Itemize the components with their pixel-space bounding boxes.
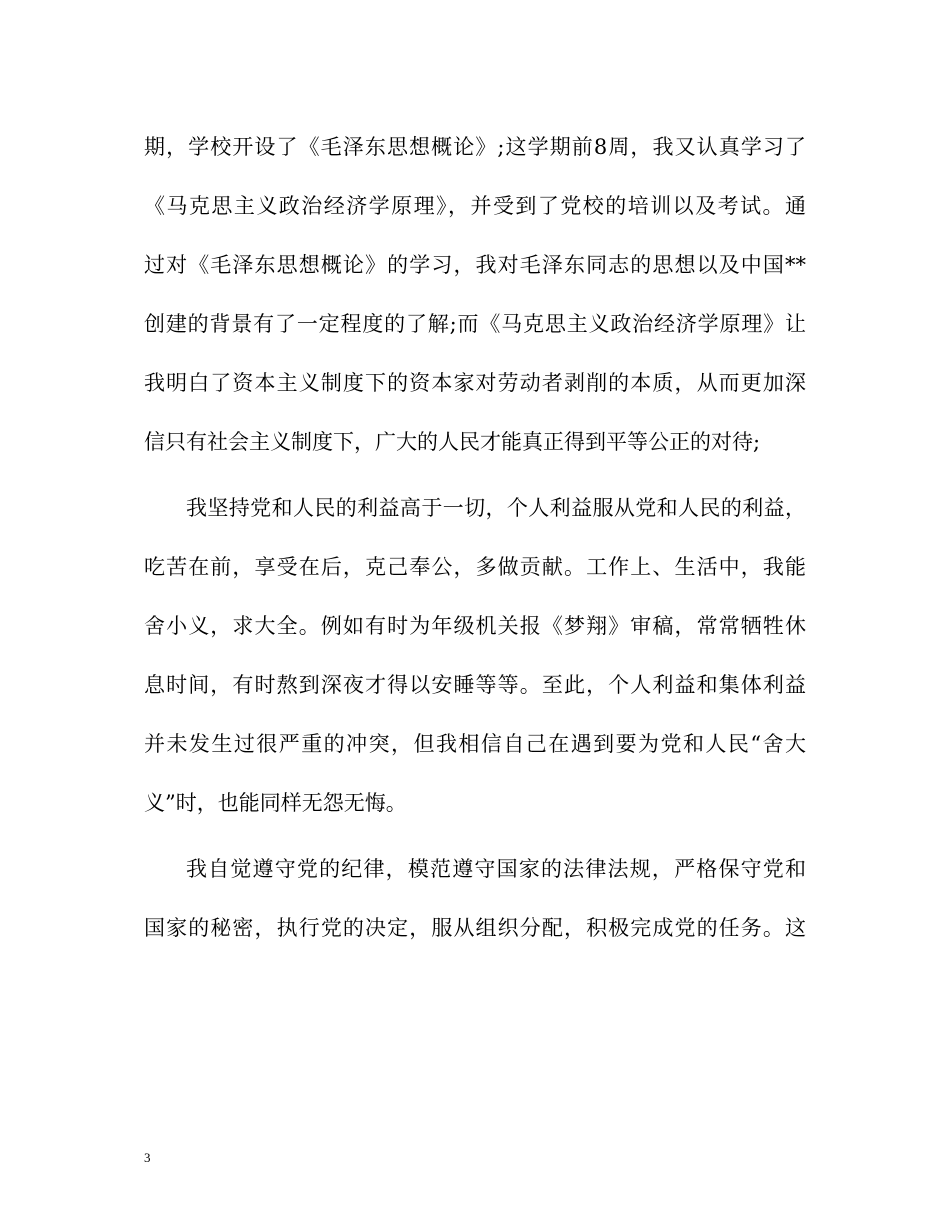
- text-line: 我坚持党和人民的利益高于一切，个人利益服从党和人民的利益，: [186, 496, 806, 520]
- text-line: 吃苦在前，享受在后，克己奉公，多做贡献。工作上、生活中，我能: [144, 555, 806, 579]
- text-line: 国家的秘密，执行党的决定，服从组织分配，积极完成党的任务。这: [144, 916, 806, 940]
- text-line: 期，学校开设了《毛泽东思想概论》;这学期前8周，我又认真学习了: [144, 135, 806, 159]
- text-line: 舍小义，求大全。例如有时为年级机关报《梦翔》审稿，常常牺牲休: [144, 614, 806, 638]
- text-line: 义”时，也能同样无怨无悔。: [144, 791, 407, 815]
- paragraph-gap: [144, 833, 806, 840]
- paragraph-3: [144, 840, 806, 958]
- body-text: [144, 118, 806, 958]
- paragraph-1: [144, 118, 806, 472]
- text-line: 过对《毛泽东思想概论》的学习，我对毛泽东同志的思想以及中国**: [144, 253, 806, 277]
- text-line: 《马克思主义政治经济学原理》，并受到了党校的培训以及考试。通: [144, 194, 806, 218]
- paragraph-2: [144, 479, 806, 833]
- text-line: 并未发生过很严重的冲突，但我相信自己在遇到要为党和人民“舍大: [144, 732, 806, 756]
- text-line: 息时间，有时熬到深夜才得以安睡等等。至此，个人利益和集体利益: [144, 673, 806, 697]
- text-line: 创建的背景有了一定程度的了解;而《马克思主义政治经济学原理》让: [144, 312, 806, 336]
- text-line: 我明白了资本主义制度下的资本家对劳动者剥削的本质，从而更加深: [144, 371, 806, 395]
- text-line: 我自觉遵守党的纪律，模范遵守国家的法律法规，严格保守党和: [186, 857, 806, 881]
- paragraph-gap: [144, 472, 806, 479]
- text-line: 信只有社会主义制度下，广大的人民才能真正得到平等公正的对待;: [144, 430, 761, 454]
- page-number: 3: [144, 1150, 151, 1165]
